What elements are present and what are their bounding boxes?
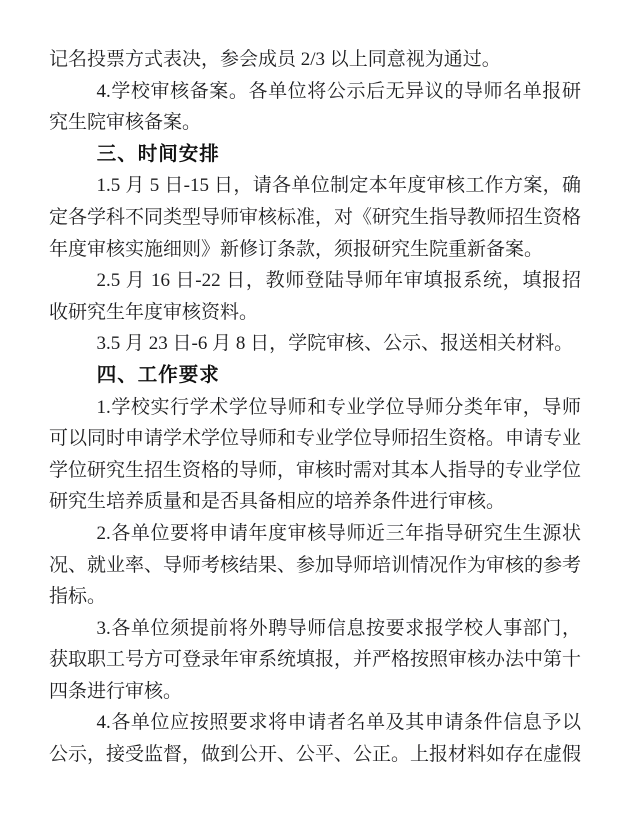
doc-paragraph: 记名投票方式表决，参会成员 2/3 以上同意视为通过。 <box>49 49 501 70</box>
doc-paragraph: 3.各单位须提前将外聘导师信息按要求报学校人事部门，获取职工号方可登录年审系统填报，并严格按照审核办法中第十四条进行审核。 <box>49 617 582 702</box>
section-heading: 四、工作要求 <box>96 363 220 386</box>
doc-paragraph: 4.各单位应按照要求将申请者名单及其申请条件信息予以公示，接受监督，做到公开、公平、公正。上报材料如存在虚假 <box>49 712 582 766</box>
doc-paragraph: 2.各单位要将申请年度审核导师近三年指导研究生生源状况、就业率、导师考核结果、参加导师培训情况作为审核的参考指标。 <box>49 522 582 608</box>
document-body <box>49 44 581 771</box>
doc-paragraph: 1.学校实行学术学位导师和专业学位导师分类年审，导师可以同时申请学术学位导师和专业学位导师招生资格。申请专业学位研究生招生资格的导师，审核时需对其本人指导的专业学位研究生培养质量和是否具备相应的培养条件进行审核。 <box>49 396 582 513</box>
section-heading: 三、时间安排 <box>96 142 220 165</box>
doc-paragraph: 3.5 月 23 日-6 月 8 日，学院审核、公示、报送相关材料。 <box>96 333 574 355</box>
doc-paragraph: 2.5 月 16 日-22 日，教师登陆导师年审填报系统，填报招收研究生年度审核资料。 <box>49 270 581 323</box>
doc-paragraph: 1.5 月 5 日-15 日，请各单位制定本年度审核工作方案，确定各学科不同类型导师审核标准，对《研究生指导教师招生资格年度审核实施细则》新修订条款，须报研究生院重新备案。 <box>49 175 582 260</box>
doc-paragraph: 4.学校审核备案。各单位将公示后无异议的导师名单报研究生院审核备案。 <box>49 80 581 134</box>
